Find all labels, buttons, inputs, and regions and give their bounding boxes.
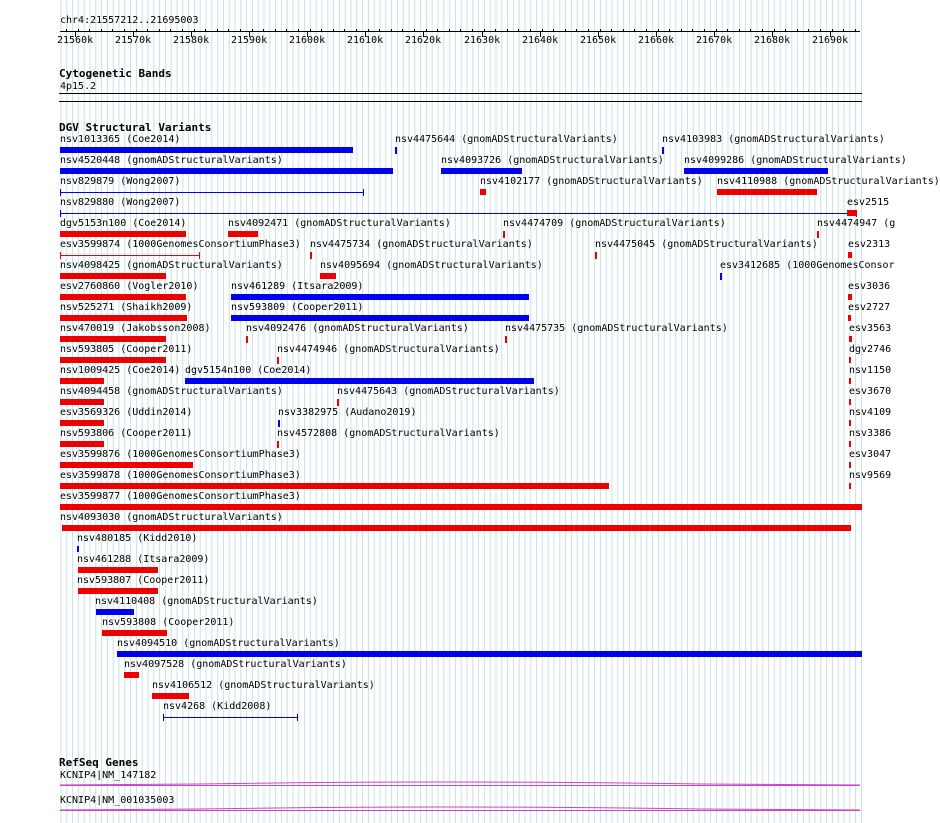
variant-feature[interactable]: [60, 399, 104, 405]
ruler-minor-tick: [855, 29, 856, 31]
variant-label[interactable]: esv3047: [849, 449, 892, 460]
ruler-minor-tick: [611, 29, 612, 31]
ruler-minor-tick: [275, 29, 276, 31]
ruler-minor-tick: [286, 29, 287, 31]
variant-label[interactable]: dgv2746: [849, 344, 892, 355]
variant-label[interactable]: esv3036: [848, 281, 891, 292]
ruler-minor-tick: [379, 29, 380, 31]
variant-feature[interactable]: [60, 420, 104, 426]
ruler-minor-tick: [762, 29, 763, 31]
ruler-tick-label: 21620k: [405, 35, 442, 46]
ruler-minor-tick: [658, 29, 659, 31]
variant-label[interactable]: nsv4092471 (gnomADStructuralVariants): [228, 218, 451, 229]
variant-label[interactable]: esv2727: [848, 302, 891, 313]
ruler-minor-tick: [495, 29, 496, 31]
ruler-tick-label: 21560k: [57, 35, 94, 46]
variant-feature[interactable]: [817, 231, 819, 238]
variant-feature[interactable]: [441, 168, 522, 174]
ruler-minor-tick: [739, 29, 740, 31]
variant-label[interactable]: nsv4094510 (gnomADStructuralVariants): [117, 638, 340, 649]
variant-feature[interactable]: [848, 252, 852, 258]
ruler-minor-tick: [634, 29, 635, 31]
variant-feature[interactable]: [717, 189, 817, 195]
variant-label[interactable]: nsv4572808 (gnomADStructuralVariants): [277, 428, 500, 439]
ruler-minor-tick: [623, 29, 624, 31]
ruler-minor-tick: [217, 29, 218, 31]
variant-label[interactable]: nsv4103983 (gnomADStructuralVariants): [662, 134, 885, 145]
variant-feature[interactable]: [849, 462, 851, 468]
ruler-minor-tick: [310, 29, 311, 31]
variant-label[interactable]: nsv4475643 (gnomADStructuralVariants): [337, 386, 560, 397]
variant-feature[interactable]: [124, 672, 139, 678]
ruler-minor-tick: [205, 29, 206, 31]
ruler-minor-tick: [542, 29, 543, 31]
variant-label[interactable]: nsv4110988 (gnomADStructuralVariants): [717, 176, 940, 187]
variant-feature[interactable]: [228, 231, 258, 237]
variant-label[interactable]: nsv525271 (Shaikh2009): [60, 302, 193, 313]
variant-label[interactable]: nsv1009425 (Coe2014): [60, 365, 181, 376]
ruler-tick-label: 21670k: [696, 35, 733, 46]
ruler-minor-tick: [507, 29, 508, 31]
variant-feature[interactable]: [60, 294, 186, 300]
variant-label[interactable]: nsv4475644 (gnomADStructuralVariants): [395, 134, 618, 145]
variant-label[interactable]: nsv4475045 (gnomADStructuralVariants): [595, 239, 818, 250]
ruler-minor-tick: [565, 29, 566, 31]
variant-label[interactable]: nsv4093726 (gnomADStructuralVariants): [441, 155, 664, 166]
variant-feature[interactable]: [849, 336, 852, 342]
variant-feature[interactable]: [337, 399, 339, 406]
ruler-minor-tick: [437, 29, 438, 31]
variant-feature[interactable]: [320, 273, 336, 279]
ruler-minor-tick: [252, 29, 253, 31]
variant-feature[interactable]: [684, 168, 828, 174]
cytoband-rule-top: [59, 93, 862, 94]
variant-feature[interactable]: [60, 231, 186, 237]
location-label: chr4:21557212..21695003: [60, 15, 199, 26]
variant-feature[interactable]: [278, 420, 280, 427]
variant-label[interactable]: nsv4110408 (gnomADStructuralVariants): [95, 596, 318, 607]
ruler-minor-tick: [797, 29, 798, 31]
variant-label[interactable]: nsv4092476 (gnomADStructuralVariants): [246, 323, 469, 334]
variant-feature[interactable]: [277, 441, 279, 448]
ruler-minor-tick: [669, 29, 670, 31]
variant-label[interactable]: nsv4474946 (gnomADStructuralVariants): [277, 344, 500, 355]
variant-feature[interactable]: [849, 483, 851, 489]
variant-feature[interactable]: [60, 462, 193, 468]
variant-label[interactable]: nsv4268 (Kidd2008): [163, 701, 272, 712]
variant-label[interactable]: esv3563: [849, 323, 892, 334]
ruler-tick-label: 21590k: [231, 35, 268, 46]
ruler-minor-tick: [600, 29, 601, 31]
variant-feature[interactable]: [60, 357, 166, 363]
ruler-minor-tick: [530, 29, 531, 31]
ruler-minor-tick: [449, 29, 450, 31]
variant-label[interactable]: nsv4095694 (gnomADStructuralVariants): [320, 260, 543, 271]
variant-feature[interactable]: [662, 147, 664, 154]
variant-label[interactable]: esv3670: [849, 386, 892, 397]
ruler-minor-tick: [484, 29, 485, 31]
variant-feature[interactable]: [277, 357, 279, 364]
variant-label[interactable]: nsv3382975 (Audano2019): [278, 407, 417, 418]
variant-feature[interactable]: [849, 399, 851, 405]
variant-feature[interactable]: [152, 693, 189, 699]
variant-label[interactable]: nsv9569: [849, 470, 892, 481]
ruler-minor-tick: [66, 29, 67, 31]
ruler-minor-tick: [785, 29, 786, 31]
ruler-minor-tick: [832, 29, 833, 31]
gene-line[interactable]: [60, 810, 860, 811]
variant-label[interactable]: nsv470019 (Jakobsson2008): [60, 323, 211, 334]
ruler-minor-tick: [716, 29, 717, 31]
ruler-minor-tick: [78, 29, 79, 31]
variant-feature[interactable]: [185, 378, 534, 384]
variant-label[interactable]: nsv593806 (Cooper2011): [60, 428, 193, 439]
variant-label[interactable]: nsv4109: [849, 407, 892, 418]
variant-label[interactable]: nsv4099286 (gnomADStructuralVariants): [684, 155, 907, 166]
ruler-tick-label: 21580k: [173, 35, 210, 46]
ruler-minor-tick: [228, 29, 229, 31]
ruler-minor-tick: [194, 29, 195, 31]
dgv-track-title: DGV Structural Variants: [59, 121, 212, 134]
variant-feature[interactable]: [310, 252, 312, 259]
ruler-minor-tick: [240, 29, 241, 31]
variant-feature[interactable]: [847, 210, 857, 216]
ruler-minor-tick: [460, 29, 461, 31]
ruler-minor-tick: [356, 29, 357, 31]
ruler-tick-label: 21600k: [289, 35, 326, 46]
variant-label[interactable]: esv3599878 (1000GenomesConsortiumPhase3): [60, 470, 301, 481]
variant-feature[interactable]: [720, 273, 722, 280]
ruler-minor-tick: [344, 29, 345, 31]
ruler-tick-label: 21680k: [754, 35, 791, 46]
variant-feature[interactable]: [77, 546, 79, 552]
variant-feature[interactable]: [163, 717, 298, 718]
variant-feature[interactable]: [480, 189, 486, 195]
ruler-tick-label: 21610k: [347, 35, 384, 46]
cytoband-track-title: Cytogenetic Bands: [59, 67, 172, 80]
ruler-minor-tick: [263, 29, 264, 31]
ruler-minor-tick: [808, 29, 809, 31]
ruler-minor-tick: [414, 29, 415, 31]
variant-feature[interactable]: [395, 147, 397, 154]
variant-feature[interactable]: [60, 192, 364, 193]
ruler-minor-tick: [170, 29, 171, 31]
ruler-minor-tick: [333, 29, 334, 31]
variant-label[interactable]: nsv4474947 (g: [817, 218, 896, 229]
variant-label[interactable]: nsv829879 (Wong2007): [60, 176, 181, 187]
ruler-minor-tick: [159, 29, 160, 31]
ruler-minor-tick: [588, 29, 589, 31]
variant-label[interactable]: nsv4098425 (gnomADStructuralVariants): [60, 260, 283, 271]
variant-feature[interactable]: [78, 567, 158, 573]
variant-feature[interactable]: [849, 378, 851, 384]
cytoband-rule-bottom: [59, 101, 862, 102]
ruler-minor-tick: [472, 29, 473, 31]
ruler-minor-tick: [704, 29, 705, 31]
ruler-line: [60, 31, 860, 32]
variant-label[interactable]: esv3599877 (1000GenomesConsortiumPhase3): [60, 491, 301, 502]
variant-feature[interactable]: [849, 441, 851, 447]
variant-feature[interactable]: [117, 651, 862, 657]
ruler-minor-tick: [136, 29, 137, 31]
variant-label[interactable]: dgv5153n100 (Coe2014): [60, 218, 187, 229]
variant-label[interactable]: nsv4106512 (gnomADStructuralVariants): [152, 680, 375, 691]
ruler-minor-tick: [147, 29, 148, 31]
variant-feature[interactable]: [60, 378, 104, 384]
variant-label[interactable]: nsv4094458 (gnomADStructuralVariants): [60, 386, 283, 397]
variant-label[interactable]: nsv593805 (Cooper2011): [60, 344, 193, 355]
variant-feature[interactable]: [60, 336, 166, 342]
ruler-minor-tick: [727, 29, 728, 31]
variant-label[interactable]: esv3412685 (1000GenomesConsor: [720, 260, 895, 271]
ruler-minor-tick: [368, 29, 369, 31]
variant-label[interactable]: nsv461288 (Itsara2009): [77, 554, 210, 565]
gene-line[interactable]: [60, 785, 860, 786]
ruler-minor-tick: [391, 29, 392, 31]
variant-feature[interactable]: [503, 231, 505, 238]
variant-feature[interactable]: [848, 294, 852, 300]
gene-label[interactable]: KCNIP4|NM_001035003: [60, 795, 175, 806]
variant-feature[interactable]: [62, 525, 851, 531]
variant-feature[interactable]: [231, 315, 529, 321]
variant-label[interactable]: esv3569326 (Uddin2014): [60, 407, 193, 418]
variant-feature[interactable]: [102, 630, 167, 636]
variant-label[interactable]: nsv4102177 (gnomADStructuralVariants): [480, 176, 703, 187]
ruler-minor-tick: [553, 29, 554, 31]
ruler-minor-tick: [101, 29, 102, 31]
ruler-minor-tick: [112, 29, 113, 31]
ruler-minor-tick: [298, 29, 299, 31]
ruler-minor-tick: [820, 29, 821, 31]
variant-label[interactable]: nsv593809 (Cooper2011): [231, 302, 364, 313]
variant-label[interactable]: nsv4520448 (gnomADStructuralVariants): [60, 155, 283, 166]
variant-label[interactable]: nsv1150: [849, 365, 892, 376]
variant-label[interactable]: esv2313: [848, 239, 891, 250]
variant-feature[interactable]: [96, 609, 134, 615]
variant-feature[interactable]: [231, 294, 529, 300]
variant-label[interactable]: nsv593808 (Cooper2011): [102, 617, 235, 628]
variant-feature[interactable]: [848, 315, 851, 321]
ruler-minor-tick: [774, 29, 775, 31]
variant-feature[interactable]: [60, 504, 862, 510]
variant-feature[interactable]: [60, 147, 353, 153]
variant-label[interactable]: nsv1013365 (Coe2014): [60, 134, 181, 145]
cytoband-label: 4p15.2: [60, 81, 97, 92]
ruler-minor-tick: [124, 29, 125, 31]
gene-label[interactable]: KCNIP4|NM_147182: [60, 770, 157, 781]
variant-label[interactable]: esv3599876 (1000GenomesConsortiumPhase3): [60, 449, 301, 460]
ruler-minor-tick: [646, 29, 647, 31]
variant-label[interactable]: nsv480185 (Kidd2010): [77, 533, 198, 544]
ruler-tick-label: 21640k: [522, 35, 559, 46]
ruler-tick-label: 21630k: [464, 35, 501, 46]
refseq-track-title: RefSeq Genes: [59, 756, 139, 769]
variant-feature[interactable]: [60, 483, 609, 489]
variant-feature[interactable]: [246, 336, 248, 343]
variant-label[interactable]: nsv3386: [849, 428, 892, 439]
variant-label[interactable]: esv2515: [847, 197, 890, 208]
variant-label[interactable]: nsv4097528 (gnomADStructuralVariants): [124, 659, 347, 670]
variant-label[interactable]: nsv829880 (Wong2007): [60, 197, 181, 208]
ruler-minor-tick: [89, 29, 90, 31]
variant-label[interactable]: esv2760860 (Vogler2010): [60, 281, 199, 292]
variant-label[interactable]: nsv4474709 (gnomADStructuralVariants): [503, 218, 726, 229]
variant-feature[interactable]: [849, 420, 851, 426]
variant-label[interactable]: nsv593807 (Cooper2011): [77, 575, 210, 586]
variant-feature[interactable]: [595, 252, 597, 259]
ruler-minor-tick: [426, 29, 427, 31]
ruler-tick-label: 21660k: [638, 35, 675, 46]
variant-feature[interactable]: [60, 441, 104, 447]
ruler-minor-tick: [681, 29, 682, 31]
variant-feature[interactable]: [505, 336, 507, 343]
ruler-minor-tick: [518, 29, 519, 31]
ruler-tick-label: 21570k: [115, 35, 152, 46]
ruler-minor-tick: [321, 29, 322, 31]
variant-feature[interactable]: [60, 168, 393, 174]
variant-label[interactable]: nsv4475734 (gnomADStructuralVariants): [310, 239, 533, 250]
variant-label[interactable]: nsv461289 (Itsara2009): [231, 281, 364, 292]
variant-feature[interactable]: [78, 588, 158, 594]
variant-feature[interactable]: [60, 255, 200, 256]
variant-feature[interactable]: [60, 315, 187, 321]
variant-feature[interactable]: [60, 273, 166, 279]
variant-label[interactable]: nsv4475735 (gnomADStructuralVariants): [505, 323, 728, 334]
ruler-minor-tick: [182, 29, 183, 31]
ruler-minor-tick: [692, 29, 693, 31]
variant-label[interactable]: dgv5154n100 (Coe2014): [185, 365, 312, 376]
ruler-minor-tick: [843, 29, 844, 31]
ruler-tick-label: 21690k: [812, 35, 849, 46]
variant-label[interactable]: esv3599874 (1000GenomesConsortiumPhase3): [60, 239, 301, 250]
variant-feature[interactable]: [849, 357, 851, 363]
ruler-tick-label: 21650k: [580, 35, 617, 46]
ruler-minor-tick: [750, 29, 751, 31]
variant-feature[interactable]: [60, 213, 857, 214]
ruler-minor-tick: [576, 29, 577, 31]
ruler-minor-tick: [402, 29, 403, 31]
variant-label[interactable]: nsv4093030 (gnomADStructuralVariants): [60, 512, 283, 523]
